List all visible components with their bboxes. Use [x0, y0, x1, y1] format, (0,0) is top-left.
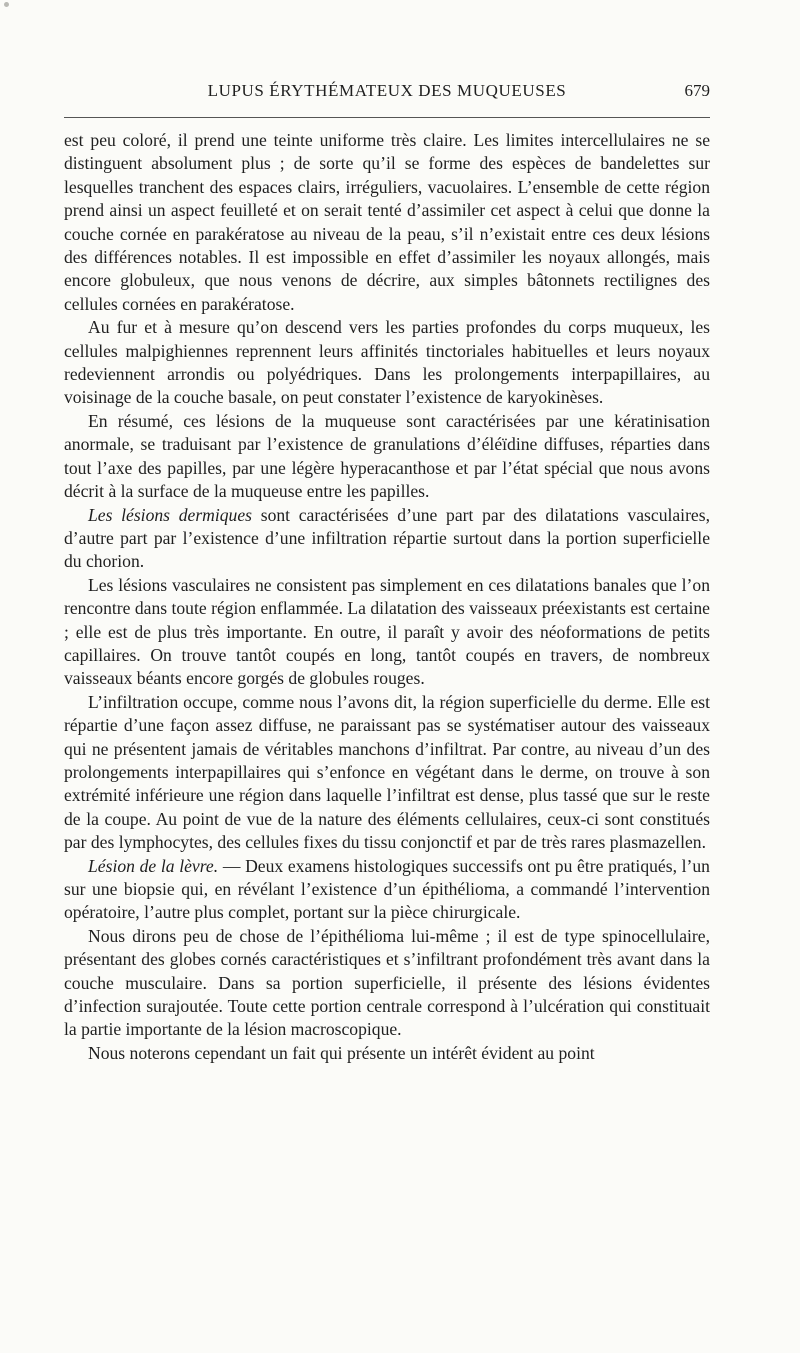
paragraph-text: est peu coloré, il prend une teinte uniforme très claire. Les limites intercellulaires ne se distinguent absolument plus ; de sorte qu’il se forme des espèces de bandelettes sur lesquelles tranchent des espaces clairs, irréguliers, vacuolaires. L’ensemble de cette région prend ainsi un aspect feuilleté et on serait tenté d’assimiler cet aspect à celui que donne la couche cornée en parakératose au niveau de la peau, s’il n’existait entre ces deux lésions des différences notables. Il est impossible en effet d’assimiler les noyaux allongés, mais encore globuleux, que nous venons de décrire, aux simples bâtonnets rectilignes des cellules cornées en parakératose.: [64, 130, 710, 314]
paragraph-7: [64, 855, 710, 925]
paragraph-1: [64, 129, 710, 316]
running-title: LUPUS ÉRYTHÉMATEUX DES MUQUEUSES: [207, 81, 567, 100]
italic-lead-dermal-lesions: Les lésions dermiques: [88, 504, 253, 525]
header-rule: [64, 117, 710, 118]
page-header: [64, 81, 710, 109]
paragraph-text: Nous dirons peu de chose de l’épithélioma lui-même ; il est de type spinocellulaire, présentant des globes cornés caractéristiques et s’infiltrant profondément très avant dans la couche musculaire. Dans sa portion superficielle, il présente des lésions évidentes d’infection surajoutée. Toute cette portion centrale correspond à l’ulcération qui constituait la partie importante de la lésion macroscopique.: [64, 925, 710, 1040]
paragraph-text: — Deux examens histologiques successifs ont pu être pratiqués, l’un sur une biopsie qui, en révélant l’existence d’un épithélioma, a commandé l’intervention opératoire, l’autre plus complet, portant sur la pièce chirurgicale.: [64, 855, 710, 923]
paragraph-8: [64, 925, 710, 1042]
paragraph-3: [64, 410, 710, 504]
page-number: 679: [684, 81, 710, 100]
paragraph-text: En résumé, ces lésions de la muqueuse sont caractérisées par une kératinisation anormale, se traduisant par l’existence de granulations d’éléïdine diffuses, réparties dans tout l’axe des papilles, par une légère hyperacanthose et par l’état spécial que nous avons décrit à la surface de la muqueuse entre les papilles.: [64, 410, 710, 502]
paragraph-2: [64, 316, 710, 410]
paragraph-text: sont caractérisées d’une part par des dilatations vasculaires, d’autre part par l’existence d’une infiltration répartie surtout dans la portion superficielle du chorion.: [64, 504, 710, 572]
paragraph-text: Les lésions vasculaires ne consistent pas simplement en ces dilatations banales que l’on rencontre dans toute région enflammée. La dilatation des vaisseaux préexistants est certaine ; elle est de plus très importante. En outre, il paraît y avoir des néoformations de petits capillaires. On trouve tantôt coupés en long, tantôt coupés en travers, de nombreux vaisseaux béants encore gorgés de globules rouges.: [64, 574, 710, 689]
paragraph-text: Au fur et à mesure qu’on descend vers les parties profondes du corps muqueux, les cellules malpighiennes reprennent leurs affinités tinctoriales habituelles et leurs noyaux redeviennent arrondis ou polyédriques. Dans les prolongements interpapillaires, au voisinage de la couche basale, on peut constater l’existence de karyokinèses.: [64, 317, 710, 408]
paper-speck: [4, 2, 9, 7]
paragraph-text: Nous noterons cependant un fait qui présente un intérêt évident au point: [88, 1042, 595, 1063]
paragraph-text: L’infiltration occupe, comme nous l’avons dit, la région superficielle du derme. Elle est répartie d’une façon assez diffuse, ne paraissant pas se systématiser autour des vaisseaux qui ne présentent jamais de véritables manchons d’infiltrat. Par contre, au niveau d’un des prolongements interpapillaires qui s’enfonce en végétant dans le derme, on trouve à son extrémité inférieure une région dans laquelle l’infiltrat est dense, plus tassé que sur le reste de la coupe. Au point de vue de la nature des éléments cellulaires, ceux-ci sont constitués par des lymphocytes, des cellules fixes du tissu conjonctif et par de très rares plasmazellen.: [64, 691, 710, 853]
paragraph-4: [64, 504, 710, 574]
italic-lead-lip-lesion: Lésion de la lèvre.: [88, 855, 219, 876]
paragraph-5: [64, 574, 710, 691]
paragraph-9: [64, 1042, 710, 1065]
paragraph-6: [64, 691, 710, 855]
body-text: [64, 129, 710, 1065]
